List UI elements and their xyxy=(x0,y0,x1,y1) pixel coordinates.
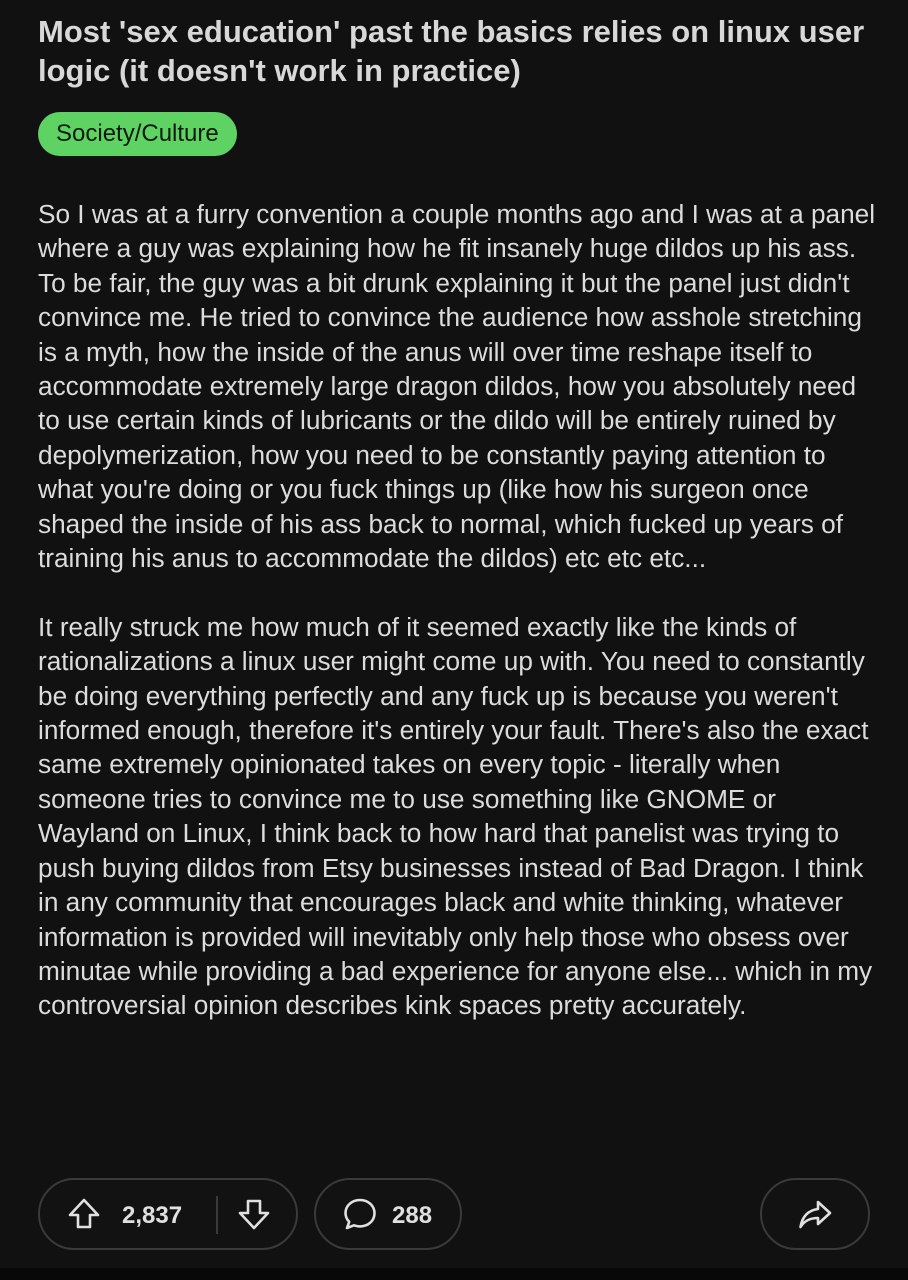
share-arrow-icon xyxy=(797,1196,833,1232)
share-button[interactable] xyxy=(760,1178,870,1250)
comments-button[interactable] xyxy=(314,1178,462,1250)
post-paragraph: So I was at a furry convention a couple months ago and I was at a panel where a guy was explaining how he fit insanely huge dildos up his ass. To be fair, the guy was a bit drunk explaining it but the panel just didn't convince me. He tried to convince the audience how asshole stretching is a myth, how the inside of the anus will over time reshape itself to accommodate extremely large dragon dildos, how you absolutely need to use certain kinds of lubricants or the dildo will be entirely ruined by depolymerization, how you need to be constantly paying attention to what you're doing or you fuck things up (like how his surgeon once shaped the inside of his ass back to normal, which fucked up years of training his anus to accommodate the dildos) etc etc etc... xyxy=(38,199,876,574)
comment-count: 288 xyxy=(392,1202,433,1229)
bottom-edge xyxy=(0,1268,908,1280)
action-bar xyxy=(38,1178,870,1250)
vote-count: 2,837 xyxy=(122,1202,183,1229)
post-body xyxy=(38,197,878,1057)
vote-control xyxy=(38,1178,298,1250)
flair-badge[interactable]: Society/Culture xyxy=(38,112,237,156)
vote-divider xyxy=(216,1196,218,1234)
speech-bubble-icon xyxy=(342,1196,378,1232)
post-paragraph: It really struck me how much of it seemed exactly like the kinds of rationalizations a linux user might come up with. You need to constantly be doing everything perfectly and any fuck up is because you weren't informed enough, therefore it's entirely your fault. There's also the exact same extremely opinionated takes on every topic - literally when someone tries to convince me to use something like GNOME or Wayland on Linux, I think back to how hard that panelist was trying to push buying dildos from Etsy businesses instead of Bad Dragon. I think in any community that encourages black and white thinking, whatever information is provided will inevitably only help those who obsess over minutae while providing a bad experience for anyone else... which in my controversial opinion describes kink spaces pretty accurately. xyxy=(38,611,873,1021)
arrow-down-icon[interactable] xyxy=(236,1196,272,1232)
post-title[interactable]: Most 'sex education' past the basics relies on linux user logic (it doesn't work in practice) xyxy=(38,14,865,88)
arrow-up-icon[interactable] xyxy=(66,1196,102,1232)
